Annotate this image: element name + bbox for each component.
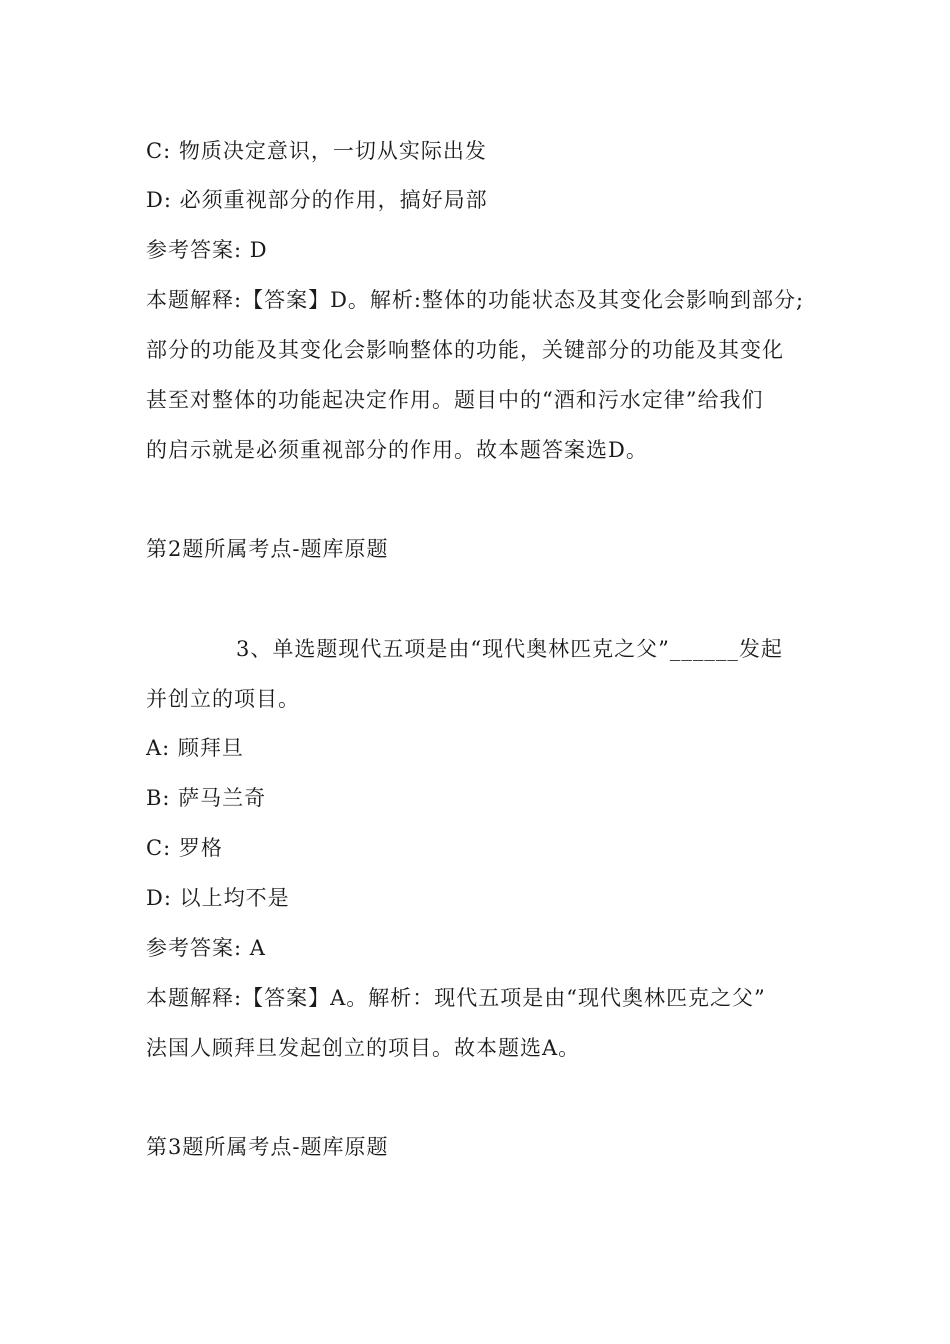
q3-explanation-line: 本题解释:【答案】A。解析：现代五项是由“现代奥林匹克之父” [146,986,766,1010]
q3-question-line: 并创立的项目。 [146,687,300,711]
q2-option-c: C: 物质决定意识，一切从实际出发 [146,139,487,163]
q3-answer: 参考答案: A [146,936,266,960]
q2-explanation-line: 甚至对整体的功能起决定作用。题目中的“酒和污水定律”给我们 [146,388,764,412]
q3-option-d: D: 以上均不是 [146,886,290,910]
q2-answer: 参考答案: D [146,238,268,262]
q2-source: 第2题所属考点-题库原题 [146,537,389,561]
q2-explanation-line: 的启示就是必须重视部分的作用。故本题答案选D。 [146,438,648,462]
q2-option-d: D: 必须重视部分的作用，搞好局部 [146,188,488,212]
q3-option-c: C: 罗格 [146,836,223,860]
q2-explanation-line: 本题解释:【答案】D。解析:整体的功能状态及其变化会影响到部分; [146,288,805,312]
q2-explanation-line: 部分的功能及其变化会影响整体的功能，关键部分的功能及其变化 [146,338,784,362]
q3-option-a: A: 顾拜旦 [146,736,244,760]
q3-source: 第3题所属考点-题库原题 [146,1135,389,1159]
q3-question-line: 3、单选题现代五项是由“现代奥林匹克之父”______发起 [236,637,783,661]
q3-explanation-line: 法国人顾拜旦发起创立的项目。故本题选A。 [146,1036,581,1060]
q3-option-b: B: 萨马兰奇 [146,786,267,810]
